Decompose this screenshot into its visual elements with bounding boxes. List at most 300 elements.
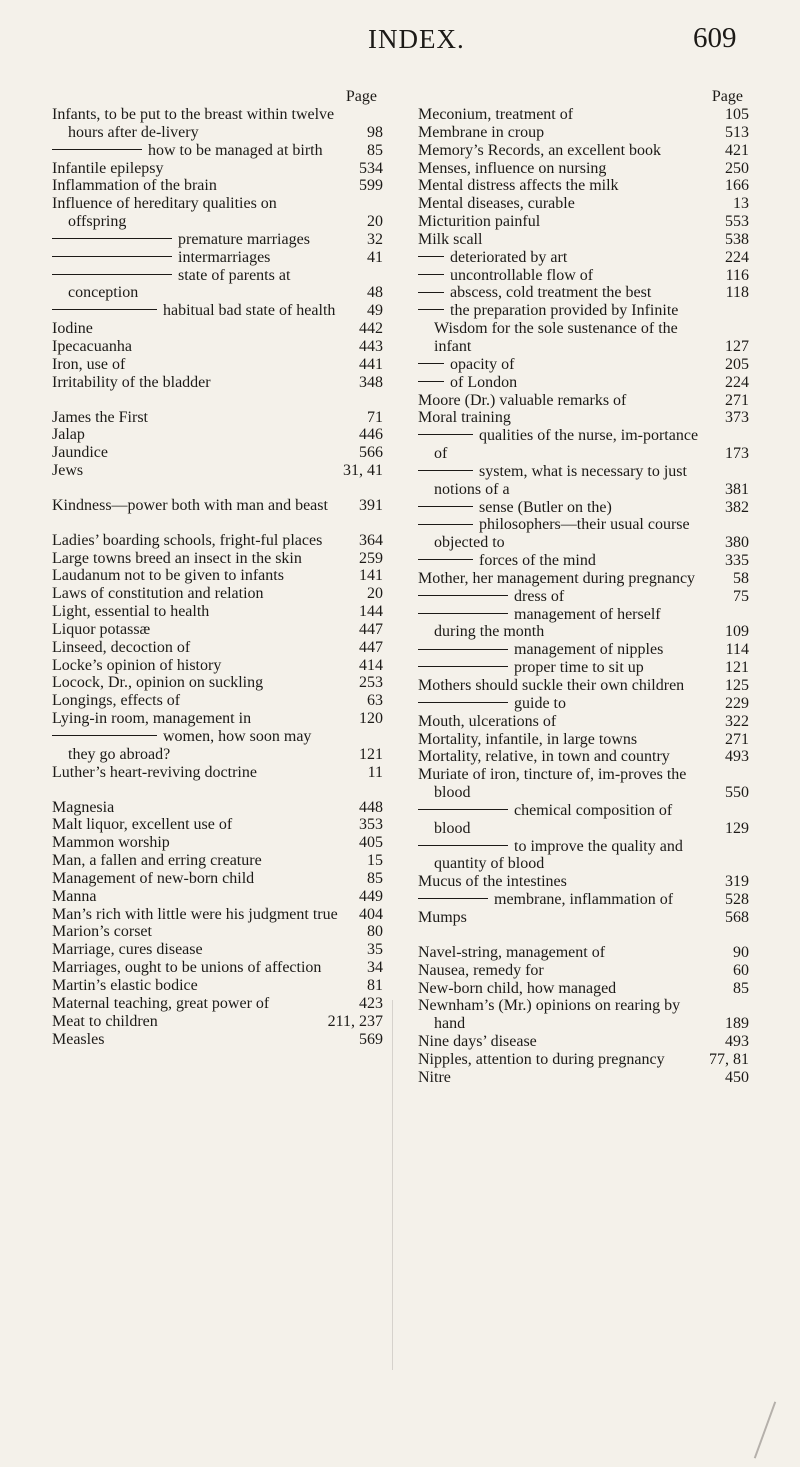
entry-text: Iodine bbox=[52, 320, 93, 338]
entry-text: Martin’s elastic bodice bbox=[52, 976, 198, 994]
index-entry bbox=[52, 977, 383, 995]
index-entry bbox=[52, 567, 383, 585]
ditto-dash bbox=[52, 309, 157, 310]
entry-page: 75 bbox=[733, 587, 749, 605]
index-entry bbox=[418, 1069, 749, 1087]
letter-gap bbox=[52, 782, 383, 799]
entry-page: 569 bbox=[359, 1030, 383, 1048]
entry-text: Locke’s opinion of history bbox=[52, 656, 222, 674]
ditto-dash bbox=[52, 149, 142, 150]
index-entry bbox=[52, 160, 383, 178]
entry-text: Marion’s corset bbox=[52, 923, 152, 941]
entry-page: 447 bbox=[359, 638, 383, 656]
index-entry bbox=[418, 392, 749, 410]
entry-text: Mouth, ulcerations of bbox=[418, 712, 557, 730]
entry-page: 125 bbox=[725, 677, 749, 694]
entry-text: Muriate of iron, tincture of, im-proves the blood bbox=[418, 766, 687, 802]
entry-text: Mothers should suckle their own children bbox=[418, 677, 685, 694]
entry-page: 447 bbox=[359, 620, 383, 638]
entry-page: 32 bbox=[367, 230, 383, 248]
index-entry bbox=[418, 552, 749, 570]
ditto-dash bbox=[52, 256, 172, 257]
entry-page: 71 bbox=[367, 408, 383, 426]
entry-page: 49 bbox=[367, 302, 383, 320]
index-entry bbox=[418, 659, 749, 677]
entry-text: philosophers—their usual course objected to bbox=[434, 516, 690, 552]
index-entry bbox=[418, 1051, 749, 1069]
entry-page: 353 bbox=[359, 816, 383, 834]
entry-page: 271 bbox=[725, 391, 749, 409]
left-entries bbox=[52, 106, 383, 1048]
entry-page: 129 bbox=[725, 819, 749, 837]
page-number: 609 bbox=[693, 22, 737, 54]
entry-page: 98 bbox=[367, 123, 383, 141]
index-title: INDEX. bbox=[368, 24, 465, 54]
entry-page: 423 bbox=[359, 994, 383, 1012]
entry-page: 35 bbox=[367, 941, 383, 959]
entry-page: 60 bbox=[733, 961, 749, 979]
index-entry bbox=[418, 731, 749, 749]
index-entry bbox=[52, 195, 383, 231]
ditto-dash bbox=[418, 524, 473, 525]
index-entry bbox=[52, 356, 383, 374]
entry-page: 253 bbox=[359, 674, 383, 692]
entry-text: Man’s rich with little were his judgment true bbox=[52, 905, 338, 923]
index-entry bbox=[52, 409, 383, 427]
entry-text: Irritability of the bladder bbox=[52, 373, 211, 391]
index-entry bbox=[52, 302, 383, 320]
index-entry bbox=[52, 267, 383, 303]
index-entry bbox=[52, 692, 383, 710]
entry-page: 105 bbox=[725, 106, 749, 123]
entry-page: 116 bbox=[725, 266, 749, 284]
ditto-dash bbox=[418, 292, 444, 293]
page-column-label: Page bbox=[711, 88, 743, 105]
index-entry bbox=[52, 444, 383, 462]
index-entry bbox=[418, 267, 749, 285]
entry-page: 493 bbox=[725, 1033, 749, 1051]
pencil-mark bbox=[754, 1401, 776, 1458]
entry-text: uncontrollable flow of bbox=[450, 266, 594, 284]
index-entry bbox=[52, 674, 383, 692]
entry-page: 335 bbox=[725, 552, 749, 570]
index-entry bbox=[418, 909, 749, 927]
ditto-dash bbox=[418, 470, 473, 471]
entry-text: qualities of the nurse, im-portance of bbox=[434, 427, 699, 463]
index-entry bbox=[418, 980, 749, 998]
entry-text: Mucus of the intestines bbox=[418, 873, 567, 891]
entry-page: 85 bbox=[367, 869, 383, 887]
entry-text: management of nipples bbox=[514, 641, 664, 659]
index-entry bbox=[418, 231, 749, 249]
entry-page: 446 bbox=[359, 426, 383, 444]
index-entry bbox=[418, 427, 749, 463]
index-entry bbox=[418, 499, 749, 517]
entry-text: Manna bbox=[52, 887, 97, 905]
ditto-dash bbox=[52, 238, 172, 239]
entry-text: Newnham’s (Mr.) opinions on rearing by hand bbox=[418, 997, 681, 1033]
entry-text: New-born child, how managed bbox=[418, 979, 617, 997]
entry-text: to improve the quality and quantity of blood bbox=[434, 837, 683, 873]
entry-page: 189 bbox=[725, 1015, 749, 1033]
entry-text: Nausea, remedy for bbox=[418, 961, 544, 979]
left-column bbox=[52, 88, 383, 1048]
index-entry bbox=[52, 585, 383, 603]
entry-page: 382 bbox=[725, 498, 749, 516]
entry-text: intermarriages bbox=[178, 248, 271, 266]
index-entry bbox=[52, 621, 383, 639]
entry-text: Jews bbox=[52, 462, 84, 480]
entry-page: 11 bbox=[367, 763, 383, 781]
entry-text: Luther’s heart-reviving doctrine bbox=[52, 763, 257, 781]
index-entry bbox=[418, 195, 749, 213]
index-entry bbox=[52, 799, 383, 817]
entry-text: Maternal teaching, great power of bbox=[52, 994, 270, 1012]
index-entry bbox=[418, 160, 749, 178]
entry-page: 118 bbox=[725, 284, 749, 302]
entry-text: Jaundice bbox=[52, 444, 108, 462]
entry-text: Micturition painful bbox=[418, 213, 541, 231]
entry-text: deteriorated by art bbox=[450, 248, 568, 266]
index-entry bbox=[418, 463, 749, 499]
entry-page: 373 bbox=[725, 409, 749, 427]
index-entry bbox=[52, 142, 383, 160]
index-entry bbox=[418, 356, 749, 374]
entry-page: 224 bbox=[725, 248, 749, 266]
ditto-dash bbox=[418, 434, 473, 435]
entry-page: 81 bbox=[367, 976, 383, 994]
index-entry bbox=[418, 588, 749, 606]
entry-text: Light, essential to health bbox=[52, 603, 210, 621]
ditto-dash bbox=[418, 506, 473, 507]
index-entry bbox=[418, 142, 749, 160]
entry-page: 448 bbox=[359, 798, 383, 816]
entry-text: James the First bbox=[52, 408, 148, 426]
index-entry bbox=[52, 249, 383, 267]
entry-text: Laudanum not to be given to infants bbox=[52, 567, 284, 585]
ditto-dash bbox=[418, 256, 444, 257]
entry-page: 63 bbox=[367, 692, 383, 710]
index-entry bbox=[52, 995, 383, 1013]
entry-text: of London bbox=[450, 373, 518, 391]
ditto-dash bbox=[418, 363, 444, 364]
index-entry bbox=[418, 695, 749, 713]
entry-page: 13 bbox=[733, 195, 749, 213]
entry-text: Marriage, cures disease bbox=[52, 941, 203, 959]
entry-text: Management of new-born child bbox=[52, 869, 255, 887]
entry-page: 121 bbox=[725, 659, 749, 677]
entry-page: 20 bbox=[367, 213, 383, 231]
entry-text: Malt liquor, excellent use of bbox=[52, 816, 233, 834]
entry-text: membrane, inflammation of bbox=[494, 891, 674, 909]
entry-text: the preparation provided by Infinite Wisdom for the sole sustenance of the infant bbox=[434, 302, 679, 355]
entry-page: 528 bbox=[725, 891, 749, 909]
entry-text: Locock, Dr., opinion on suckling bbox=[52, 674, 264, 692]
entry-page: 20 bbox=[367, 585, 383, 603]
index-entry bbox=[52, 603, 383, 621]
index-entry bbox=[418, 677, 749, 695]
entry-page: 319 bbox=[725, 873, 749, 891]
ditto-dash bbox=[418, 898, 488, 899]
entry-page: 205 bbox=[725, 355, 749, 373]
entry-page: 173 bbox=[725, 445, 749, 463]
entry-page: 568 bbox=[725, 908, 749, 926]
index-entry bbox=[418, 838, 749, 874]
index-entry bbox=[52, 320, 383, 338]
entry-page: 109 bbox=[725, 623, 749, 641]
index-entry bbox=[418, 249, 749, 267]
entry-text: Linseed, decoction of bbox=[52, 638, 191, 656]
entry-text: Longings, effects of bbox=[52, 692, 181, 710]
entry-text: Jalap bbox=[52, 426, 85, 444]
entry-page: 364 bbox=[359, 531, 383, 549]
right-entries bbox=[418, 106, 749, 1087]
entry-text: habitual bad state of health bbox=[163, 302, 336, 320]
entry-page: 250 bbox=[725, 159, 749, 177]
entry-text: Mother, her management during pregnancy bbox=[418, 569, 696, 587]
entry-text: Mortality, infantile, in large towns bbox=[418, 730, 638, 748]
entry-page: 538 bbox=[725, 230, 749, 248]
entry-page: 404 bbox=[359, 905, 383, 923]
entry-text: Memory’s Records, an excellent book bbox=[418, 141, 662, 159]
entry-text: system, what is necessary to just notions of a bbox=[434, 462, 687, 498]
entry-page: 414 bbox=[359, 656, 383, 674]
entry-text: Mortality, relative, in town and country bbox=[418, 748, 670, 766]
index-entry bbox=[418, 802, 749, 838]
index-entry bbox=[418, 516, 749, 552]
index-entry bbox=[418, 713, 749, 731]
letter-gap bbox=[52, 480, 383, 497]
entry-page: 211, 237 bbox=[327, 1012, 383, 1030]
entry-page: 85 bbox=[367, 141, 383, 159]
entry-page: 441 bbox=[359, 355, 383, 373]
entry-text: dress of bbox=[514, 587, 565, 605]
entry-text: Mental distress affects the milk bbox=[418, 177, 619, 195]
ditto-dash bbox=[52, 274, 172, 275]
page-header bbox=[0, 20, 800, 60]
entry-page: 259 bbox=[359, 549, 383, 567]
index-entry bbox=[52, 497, 383, 515]
entry-text: Mumps bbox=[418, 908, 467, 926]
index-entry bbox=[52, 657, 383, 675]
entry-text: state of parents at conception bbox=[68, 266, 291, 302]
index-entry bbox=[52, 462, 383, 480]
ditto-dash bbox=[418, 613, 508, 614]
index-entry bbox=[418, 606, 749, 642]
entry-text: premature marriages bbox=[178, 230, 310, 248]
entry-text: how to be managed at birth bbox=[148, 141, 323, 159]
entry-page: 271 bbox=[725, 730, 749, 748]
entry-page: 224 bbox=[725, 373, 749, 391]
index-entry bbox=[418, 944, 749, 962]
entry-page: 348 bbox=[359, 373, 383, 391]
entry-text: abscess, cold treatment the best bbox=[450, 284, 652, 302]
entry-text: chemical composition of blood bbox=[434, 801, 673, 837]
entry-text: Milk scall bbox=[418, 230, 483, 248]
index-entry bbox=[418, 284, 749, 302]
entry-page: 144 bbox=[359, 603, 383, 621]
entry-text: Mental diseases, curable bbox=[418, 195, 575, 213]
entry-page: 405 bbox=[359, 834, 383, 852]
index-entry bbox=[52, 1013, 383, 1031]
entry-page: 141 bbox=[359, 567, 383, 585]
entry-page: 41 bbox=[367, 248, 383, 266]
index-entry bbox=[52, 888, 383, 906]
entry-text: Ladies’ boarding schools, fright-ful places bbox=[52, 531, 323, 549]
entry-text: Iron, use of bbox=[52, 355, 126, 373]
entry-page: 85 bbox=[733, 979, 749, 997]
index-entry bbox=[52, 764, 383, 782]
entry-text: Ipecacuanha bbox=[52, 337, 132, 355]
entry-text: Nipples, attention to during pregnancy bbox=[418, 1050, 665, 1068]
entry-page: 421 bbox=[725, 141, 749, 159]
ditto-dash bbox=[418, 595, 508, 596]
entry-page: 449 bbox=[359, 887, 383, 905]
entry-text: Liquor potassæ bbox=[52, 620, 151, 638]
entry-text: Infantile epilepsy bbox=[52, 159, 164, 177]
entry-text: Navel-string, management of bbox=[418, 943, 606, 961]
entry-page: 229 bbox=[725, 694, 749, 712]
letter-gap bbox=[52, 392, 383, 409]
right-column bbox=[418, 88, 749, 1087]
letter-gap bbox=[418, 927, 749, 944]
index-entry bbox=[52, 816, 383, 834]
entry-text: Lying-in room, management in bbox=[52, 710, 252, 728]
entry-page: 493 bbox=[725, 748, 749, 766]
entry-page: 77, 81 bbox=[709, 1050, 749, 1068]
index-entry bbox=[52, 728, 383, 764]
entry-text: opacity of bbox=[450, 355, 515, 373]
ditto-dash bbox=[418, 702, 508, 703]
entry-page: 534 bbox=[359, 159, 383, 177]
index-entry bbox=[52, 231, 383, 249]
index-entry bbox=[418, 213, 749, 231]
index-entry bbox=[418, 873, 749, 891]
index-entry bbox=[52, 870, 383, 888]
index-entry bbox=[52, 374, 383, 392]
index-entry bbox=[52, 639, 383, 657]
entry-text: Marriages, ought to be unions of affection bbox=[52, 959, 322, 977]
entry-page: 380 bbox=[725, 534, 749, 552]
entry-page: 442 bbox=[359, 320, 383, 338]
ditto-dash bbox=[418, 274, 444, 275]
entry-text: Large towns breed an insect in the skin bbox=[52, 549, 302, 567]
index-entry bbox=[52, 106, 383, 142]
entry-text: proper time to sit up bbox=[514, 659, 644, 677]
entry-text: Membrane in croup bbox=[418, 123, 545, 141]
entry-text: Laws of constitution and relation bbox=[52, 585, 264, 603]
entry-page: 322 bbox=[725, 712, 749, 730]
page-column-label: Page bbox=[345, 88, 377, 105]
index-entry bbox=[52, 834, 383, 852]
ditto-dash bbox=[418, 845, 508, 846]
index-entry bbox=[418, 766, 749, 802]
index-entry bbox=[418, 641, 749, 659]
entry-page: 566 bbox=[359, 444, 383, 462]
index-entry bbox=[418, 1033, 749, 1051]
entry-text: Influence of hereditary qualities on offspring bbox=[52, 195, 277, 231]
index-entry bbox=[418, 891, 749, 909]
index-entry bbox=[52, 550, 383, 568]
entry-page: 15 bbox=[367, 852, 383, 870]
index-entry bbox=[418, 106, 749, 124]
entry-text: Man, a fallen and erring creature bbox=[52, 852, 262, 870]
entry-text: Moral training bbox=[418, 409, 511, 427]
index-entry bbox=[418, 124, 749, 142]
entry-page: 550 bbox=[725, 784, 749, 802]
entry-page: 513 bbox=[725, 123, 749, 141]
entry-page: 391 bbox=[359, 496, 383, 514]
index-entry bbox=[52, 710, 383, 728]
entry-page: 31, 41 bbox=[343, 462, 383, 480]
index-entry bbox=[418, 177, 749, 195]
entry-text: Magnesia bbox=[52, 798, 115, 816]
index-entry bbox=[52, 852, 383, 870]
ditto-dash bbox=[418, 649, 508, 650]
index-entry bbox=[52, 941, 383, 959]
entry-page: 114 bbox=[725, 641, 749, 659]
entry-text: Nitre bbox=[418, 1068, 451, 1086]
entry-text: Meat to children bbox=[52, 1012, 158, 1030]
ditto-dash bbox=[418, 309, 444, 310]
index-entry bbox=[52, 906, 383, 924]
index-entry bbox=[418, 302, 749, 356]
index-entry bbox=[52, 426, 383, 444]
index-entry bbox=[418, 962, 749, 980]
entry-page: 553 bbox=[725, 213, 749, 231]
entry-page: 34 bbox=[367, 959, 383, 977]
entry-page: 599 bbox=[359, 177, 383, 195]
entry-text: Mammon worship bbox=[52, 834, 170, 852]
index-entry bbox=[418, 374, 749, 392]
index-entry bbox=[52, 532, 383, 550]
entry-text: guide to bbox=[514, 694, 566, 712]
index-entry bbox=[418, 409, 749, 427]
entry-page: 381 bbox=[725, 480, 749, 498]
entry-text: management of herself during the month bbox=[434, 605, 661, 641]
entry-text: Moore (Dr.) valuable remarks of bbox=[418, 391, 627, 409]
letter-gap bbox=[52, 515, 383, 532]
ditto-dash bbox=[52, 735, 157, 736]
entry-page: 48 bbox=[367, 284, 383, 302]
entry-text: sense (Butler on the) bbox=[479, 498, 612, 516]
entry-text: women, how soon may they go abroad? bbox=[68, 728, 312, 763]
entry-page: 58 bbox=[733, 569, 749, 587]
ditto-dash bbox=[418, 666, 508, 667]
ditto-dash bbox=[418, 559, 473, 560]
ditto-dash bbox=[418, 381, 444, 382]
entry-page: 120 bbox=[359, 710, 383, 728]
entry-text: Inflammation of the brain bbox=[52, 177, 217, 195]
entry-text: forces of the mind bbox=[479, 552, 596, 570]
entry-page: 166 bbox=[725, 177, 749, 195]
entry-page: 443 bbox=[359, 337, 383, 355]
entry-text: Meconium, treatment of bbox=[418, 106, 574, 123]
entry-text: Measles bbox=[52, 1030, 105, 1048]
entry-text: Kindness—power both with man and beast bbox=[52, 496, 328, 514]
index-entry bbox=[52, 1031, 383, 1049]
entry-text: Nine days’ disease bbox=[418, 1033, 537, 1051]
column-rule bbox=[392, 1000, 393, 1370]
index-entry bbox=[52, 338, 383, 356]
entry-text: Infants, to be put to the breast within twelve hours after de-livery bbox=[52, 106, 335, 141]
index-entry bbox=[52, 177, 383, 195]
index-entry bbox=[52, 959, 383, 977]
index-entry bbox=[418, 748, 749, 766]
index-entry bbox=[418, 997, 749, 1033]
entry-text: Menses, influence on nursing bbox=[418, 159, 607, 177]
index-entry bbox=[418, 570, 749, 588]
